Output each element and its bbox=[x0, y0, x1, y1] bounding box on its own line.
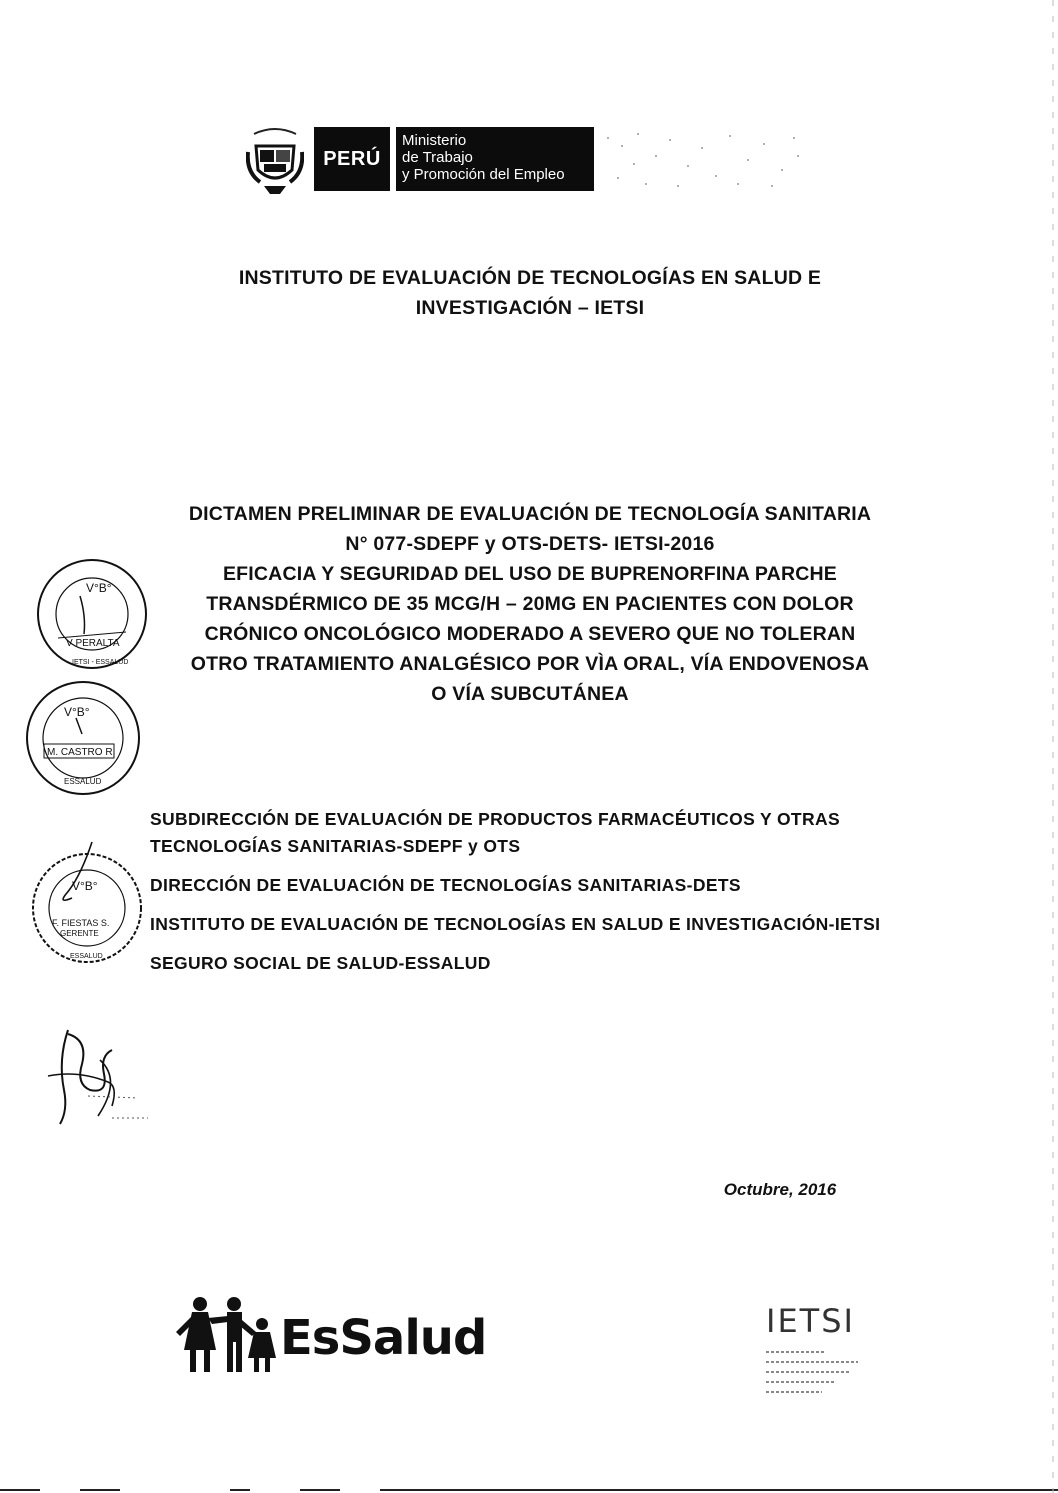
institute-title-line: INSTITUTO DE EVALUACIÓN DE TECNOLOGÍAS EN SALUD E bbox=[238, 267, 822, 289]
stamp-bottom-text: ESSALUD bbox=[64, 777, 102, 786]
essalud-wordmark: EsSalud bbox=[280, 1310, 487, 1366]
family-figures-icon bbox=[172, 1296, 282, 1376]
ministry-name bbox=[394, 127, 594, 191]
ministry-line: Ministerio bbox=[402, 132, 467, 149]
fiestas-approval-stamp bbox=[22, 838, 152, 968]
scan-noise bbox=[598, 126, 808, 192]
institute-title-line: INVESTIGACIÓN – IETSI bbox=[415, 297, 645, 319]
dictamen-line: DICTAMEN PRELIMINAR DE EVALUACIÓN DE TECNOLOGÍA SANITARIA bbox=[188, 503, 872, 525]
dictamen-line: TRANSDÉRMICO DE 35 MCG/H – 20MG EN PACIENTES CON DOLOR bbox=[206, 593, 854, 615]
scan-bottom-edge bbox=[0, 1484, 1058, 1493]
stamp-role-text: GERENTE bbox=[60, 929, 99, 938]
unit-item: SUBDIRECCIÓN DE EVALUACIÓN DE PRODUCTOS FARMACÉUTICOS Y OTRAS TECNOLOGÍAS SANITARIAS-SDEPF y OTS bbox=[150, 809, 840, 856]
government-header-logo bbox=[238, 118, 808, 198]
essalud-logo bbox=[172, 1296, 502, 1376]
peru-label: PERÚ bbox=[314, 127, 390, 191]
dictamen-line: O VÍA SUBCUTÁNEA bbox=[431, 683, 629, 705]
stamp-name-text: F. FIESTAS S. bbox=[52, 918, 110, 928]
dictamen-line: N° 077-SDEPF y OTS-DETS- IETSI-2016 bbox=[345, 533, 715, 555]
scan-right-edge bbox=[1050, 0, 1056, 1493]
dictamen-line: EFICACIA Y SEGURIDAD DEL USO DE BUPRENORFINA PARCHE bbox=[222, 563, 838, 585]
unit-item: SEGURO SOCIAL DE SALUD-ESSALUD bbox=[150, 953, 491, 973]
dictamen-line: CRÓNICO ONCOLÓGICO MODERADO A SEVERO QUE NO TOLERAN bbox=[204, 623, 856, 645]
stamp-name-text: M. CASTRO R. bbox=[47, 747, 116, 758]
unit-item: INSTITUTO DE EVALUACIÓN DE TECNOLOGÍAS EN SALUD E INVESTIGACIÓN-IETSI bbox=[150, 914, 881, 934]
peralta-approval-stamp bbox=[28, 556, 156, 672]
ministry-line: y Promoción del Empleo bbox=[402, 166, 565, 183]
stamp-vb-text: V°B° bbox=[72, 879, 98, 893]
handwritten-signature bbox=[38, 1020, 160, 1142]
ietsi-fine-print bbox=[766, 1346, 866, 1394]
unit-item: DIRECCIÓN DE EVALUACIÓN DE TECNOLOGÍAS SANITARIAS-DETS bbox=[150, 875, 741, 895]
responsible-units-list bbox=[150, 806, 930, 989]
dictamen-line: OTRO TRATAMIENTO ANALGÉSICO POR VÌA ORAL, VÍA ENDOVENOSA bbox=[190, 653, 870, 675]
peru-coat-of-arms-icon bbox=[246, 124, 304, 196]
ministry-line: de Trabajo bbox=[402, 149, 473, 166]
ietsi-wordmark: IETSI bbox=[766, 1302, 855, 1340]
castro-approval-stamp bbox=[20, 678, 146, 798]
stamp-name-text: V PERALTA bbox=[66, 638, 120, 649]
stamp-vb-text: V°B° bbox=[64, 705, 90, 719]
institute-title bbox=[120, 263, 940, 323]
dictamen-title bbox=[120, 499, 940, 709]
ietsi-logo bbox=[762, 1302, 872, 1396]
stamp-bottom-text: IETSI - ESSALUD bbox=[72, 659, 129, 666]
stamp-bottom-text: ESSALUD bbox=[70, 953, 103, 960]
stamp-vb-text: V°B° bbox=[86, 581, 112, 595]
document-date: Octubre, 2016 bbox=[723, 1180, 837, 1199]
